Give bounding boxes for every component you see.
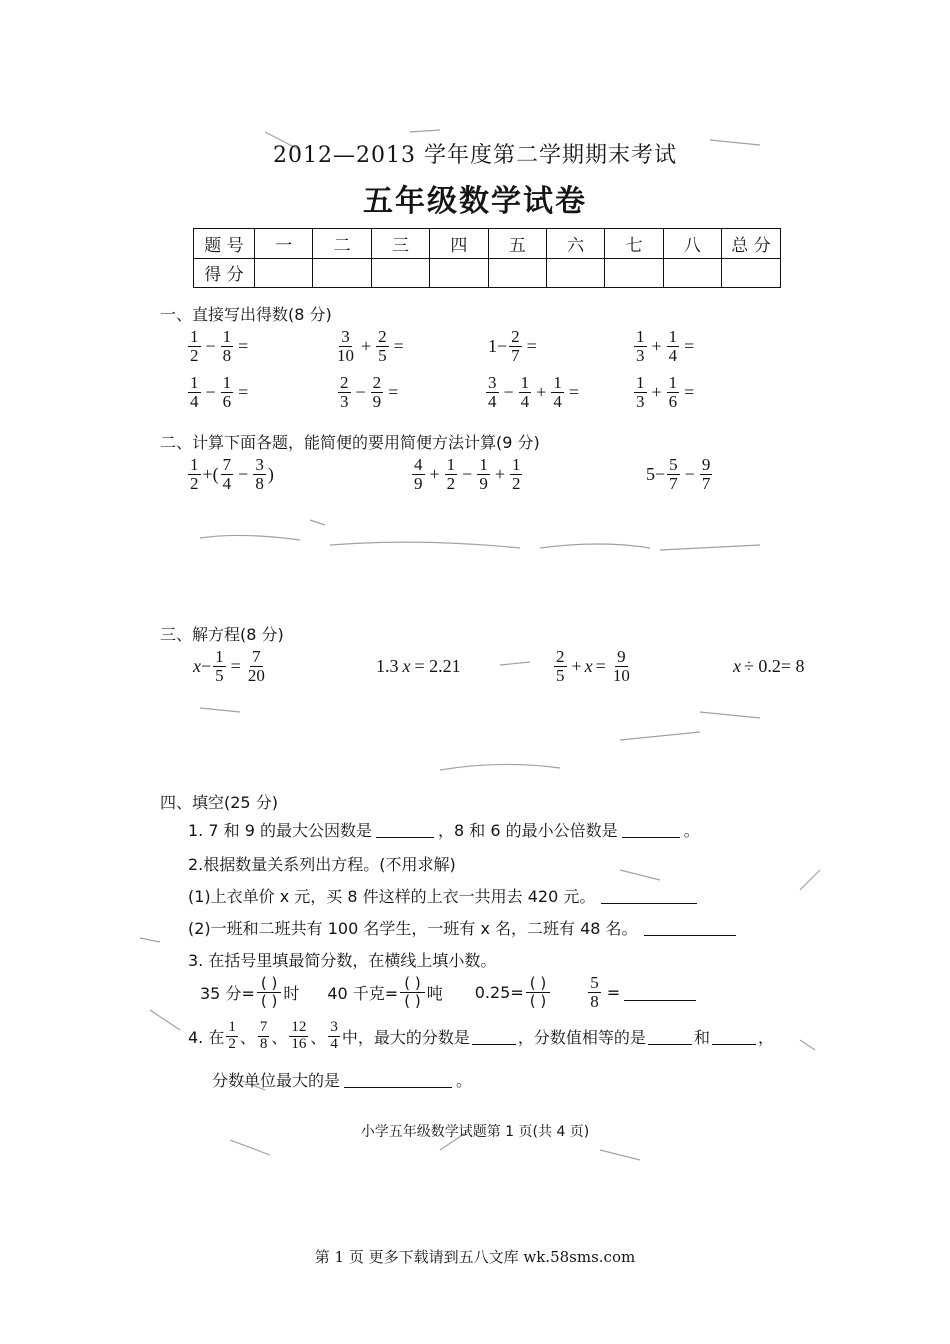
s1-expr-5 xyxy=(186,374,251,411)
operator: − xyxy=(503,381,514,402)
variable-x: x xyxy=(733,656,741,676)
numerator: 1 xyxy=(222,373,232,392)
answer-blank[interactable] xyxy=(376,821,434,838)
answer-blank[interactable] xyxy=(648,1028,692,1045)
s2-expr-3 xyxy=(646,456,714,493)
numerator: 1 xyxy=(668,373,678,392)
s3-equation-2 xyxy=(376,656,461,677)
score-header-cell: 一 xyxy=(255,229,313,259)
numerator: 5 xyxy=(590,973,599,992)
denominator: 7 xyxy=(669,473,678,493)
question-text: 0.25= xyxy=(474,982,524,1002)
operator: + xyxy=(651,335,662,356)
s1-expr-8 xyxy=(632,374,697,411)
expression-lead: 5− xyxy=(646,463,666,484)
question-text: 分数单位最大的是 xyxy=(212,1071,341,1090)
denominator: 6 xyxy=(222,391,232,411)
variable-x: x xyxy=(584,655,593,676)
s1-expr-7 xyxy=(484,374,582,411)
numerator: 9 xyxy=(617,647,626,666)
operator: + xyxy=(536,381,547,402)
denominator: 4 xyxy=(222,473,232,493)
numerator: 3 xyxy=(330,1019,338,1035)
equals: = xyxy=(388,381,399,402)
exam-subject-title: 五年级数学试卷 xyxy=(363,184,587,219)
section-3-heading: 三、解方程(8 分) xyxy=(160,625,284,644)
unit-label: 时 xyxy=(283,983,300,1003)
numerator: 1 xyxy=(446,455,456,474)
separator: 、 xyxy=(310,1027,327,1047)
s1-expr-2 xyxy=(333,328,407,365)
numerator: 1 xyxy=(636,373,645,392)
operator: − xyxy=(205,381,216,402)
score-header-cell: 题 号 xyxy=(194,229,255,259)
denominator: 4 xyxy=(330,1035,338,1052)
score-cell[interactable] xyxy=(722,258,781,288)
paren-numerator: ( ) xyxy=(400,975,424,993)
s1-expr-1 xyxy=(186,328,251,365)
denominator: 2 xyxy=(511,473,521,493)
operator: − xyxy=(355,381,366,402)
denominator: 4 xyxy=(553,391,562,411)
operator: +( xyxy=(202,463,219,484)
question-text: 35 分= xyxy=(200,983,255,1003)
denominator: 10 xyxy=(337,345,354,365)
denominator: 5 xyxy=(215,665,224,685)
denominator: 8 xyxy=(255,473,264,493)
equation-rest: ÷ 0.2= 8 xyxy=(744,656,805,676)
question-text: 4. 在 xyxy=(188,1027,225,1047)
numerator: 5 xyxy=(669,455,678,474)
denominator: 16 xyxy=(291,1035,307,1052)
score-cell[interactable] xyxy=(663,258,721,288)
paren-denominator: ( ) xyxy=(529,991,547,1010)
denominator: 5 xyxy=(378,345,387,365)
score-header-cell: 总 分 xyxy=(722,229,781,259)
paren-numerator: ( ) xyxy=(257,975,281,993)
operator: − xyxy=(684,463,695,484)
numerator: 9 xyxy=(701,455,711,474)
answer-blank[interactable] xyxy=(344,1071,452,1088)
s1-expr-4 xyxy=(632,328,697,365)
paren-numerator: ( ) xyxy=(526,975,550,993)
separator: 、 xyxy=(239,1027,256,1047)
equals: = xyxy=(568,381,579,402)
q3-line: 3. 在括号里填最简分数，在横线上填小数。 xyxy=(188,951,497,970)
numerator: 1 xyxy=(228,1019,236,1035)
numerator: 7 xyxy=(252,647,261,666)
operator: + xyxy=(429,463,440,484)
score-header-cell: 三 xyxy=(371,229,429,259)
score-cell[interactable] xyxy=(255,258,313,288)
score-header-cell: 七 xyxy=(605,229,663,259)
section-4-heading: 四、填空(25 分) xyxy=(160,793,278,812)
answer-fraction[interactable] xyxy=(400,975,424,1009)
score-header-cell: 五 xyxy=(488,229,546,259)
numerator: 1 xyxy=(520,373,530,392)
question-text: ，8 和 6 的最小公倍数是 xyxy=(437,821,618,840)
numerator: 2 xyxy=(511,327,520,346)
score-header-cell: 八 xyxy=(663,229,721,259)
score-row-label: 得 分 xyxy=(194,258,255,288)
section-2-heading: 二、计算下面各题，能简便的要用简便方法计算(9 分) xyxy=(160,433,540,452)
score-table xyxy=(193,228,781,288)
operator: + xyxy=(651,381,662,402)
denominator: 2 xyxy=(190,345,199,365)
exam-term-title: 2012—2013 学年度第二学期期末考试 xyxy=(273,143,677,168)
question-text: 和 xyxy=(693,1027,710,1047)
question-text: 1. 7 和 9 的最大公因数是 xyxy=(188,821,372,840)
equation-rest: = 2.21 xyxy=(414,656,461,676)
score-cell[interactable] xyxy=(313,258,371,288)
denominator: 20 xyxy=(247,665,265,685)
numerator: 7 xyxy=(259,1019,268,1035)
denominator: 2 xyxy=(446,473,456,493)
equals: = xyxy=(393,335,404,356)
answer-blank[interactable] xyxy=(472,1028,516,1045)
q4-line xyxy=(188,1020,774,1053)
s3-equation-1 xyxy=(193,648,269,685)
denominator: 10 xyxy=(612,665,630,685)
numerator: 2 xyxy=(340,373,349,392)
numerator: 2 xyxy=(378,327,387,346)
operator: + xyxy=(494,463,505,484)
answer-fraction[interactable] xyxy=(526,975,550,1009)
denominator: 4 xyxy=(520,391,530,411)
denominator: 9 xyxy=(372,391,382,411)
operator: + xyxy=(361,335,372,356)
question-text: 。 xyxy=(456,1071,473,1090)
operator: − xyxy=(238,463,249,484)
q4-line-2 xyxy=(212,1068,472,1091)
numerator: 3 xyxy=(488,373,497,392)
score-cell[interactable] xyxy=(430,258,488,288)
s3-equation-3 xyxy=(552,648,634,685)
denominator: 8 xyxy=(222,345,232,365)
download-note: 第 1 页 更多下载请到五八文库 wk.58sms.com xyxy=(314,1248,636,1266)
numerator: 1 xyxy=(190,455,199,474)
section-1-heading: 一、直接写出得数(8 分) xyxy=(160,305,332,324)
operator: − xyxy=(205,335,216,356)
numerator: 3 xyxy=(255,455,264,474)
answer-fraction[interactable] xyxy=(257,975,281,1009)
s3-equation-4 xyxy=(733,656,805,677)
equals: = xyxy=(684,381,695,402)
expression-lead: 1− xyxy=(488,335,508,356)
q2-2-line xyxy=(188,916,736,939)
score-cell[interactable] xyxy=(371,258,429,288)
equals: = xyxy=(606,982,621,1002)
denominator: 4 xyxy=(488,391,497,411)
denominator: 2 xyxy=(190,473,199,493)
numerator: 2 xyxy=(556,647,565,666)
denominator: 6 xyxy=(668,391,678,411)
denominator: 4 xyxy=(190,391,199,411)
equals: = xyxy=(230,655,241,676)
numerator: 4 xyxy=(414,455,423,474)
close-paren: ) xyxy=(267,463,274,484)
denominator: 8 xyxy=(590,991,599,1011)
score-header-cell: 四 xyxy=(430,229,488,259)
score-table-header-row xyxy=(194,229,781,259)
equals: = xyxy=(238,381,249,402)
numerator: 1 xyxy=(215,647,224,666)
s1-expr-3 xyxy=(488,328,540,365)
question-text: 中，最大的分数是 xyxy=(341,1027,470,1047)
equals: = xyxy=(684,335,695,356)
numerator: 1 xyxy=(222,327,232,346)
denominator: 3 xyxy=(340,391,349,411)
denominator: 5 xyxy=(556,665,565,685)
numerator: 1 xyxy=(553,373,562,392)
answer-blank[interactable] xyxy=(601,887,697,904)
s2-expr-2 xyxy=(410,456,524,493)
question-text: ， xyxy=(757,1027,774,1047)
denominator: 8 xyxy=(259,1035,268,1052)
denominator: 2 xyxy=(228,1035,236,1052)
q1-line xyxy=(188,818,700,841)
operator: − xyxy=(462,463,473,484)
variable-x: x xyxy=(402,656,411,676)
operator: + xyxy=(571,655,582,676)
equals: = xyxy=(595,655,606,676)
numerator: 1 xyxy=(511,455,521,474)
score-header-cell: 二 xyxy=(313,229,371,259)
q3-items xyxy=(200,974,696,1011)
paren-denominator: ( ) xyxy=(404,991,421,1010)
denominator: 9 xyxy=(479,473,488,493)
numerator: 3 xyxy=(341,327,350,346)
q2-line: 2.根据数量关系列出方程。(不用求解) xyxy=(188,855,456,874)
denominator: 7 xyxy=(701,473,711,493)
denominator: 7 xyxy=(511,345,520,365)
numerator: 1 xyxy=(479,455,488,474)
score-cell[interactable] xyxy=(488,258,546,288)
numerator: 12 xyxy=(291,1019,307,1035)
score-table-score-row xyxy=(194,258,781,288)
numerator: 1 xyxy=(190,373,199,392)
answer-blank[interactable] xyxy=(712,1028,756,1045)
question-text: (1)上衣单价 x 元，买 8 件这样的上衣一共用去 420 元。 xyxy=(188,887,596,906)
question-text: (2)一班和二班共有 100 名学生，一班有 x 名，二班有 48 名。 xyxy=(188,919,638,938)
s2-expr-1 xyxy=(186,456,274,493)
operator: − xyxy=(201,655,212,676)
question-text: ，分数值相等的是 xyxy=(517,1027,646,1047)
numerator: 1 xyxy=(636,327,645,346)
s1-expr-6 xyxy=(336,374,401,411)
unit-label: 吨 xyxy=(426,983,443,1003)
numerator: 7 xyxy=(222,455,232,474)
separator: 、 xyxy=(271,1027,288,1047)
denominator: 3 xyxy=(636,391,645,411)
variable-x: x xyxy=(193,655,201,676)
page-number-label: 小学五年级数学试题第 1 页(共 4 页) xyxy=(360,1124,590,1140)
question-text: 。 xyxy=(683,821,700,840)
equals: = xyxy=(526,335,537,356)
q2-1-line xyxy=(188,884,697,907)
numerator: 1 xyxy=(190,327,199,346)
score-cell[interactable] xyxy=(605,258,663,288)
score-cell[interactable] xyxy=(546,258,604,288)
answer-blank[interactable] xyxy=(644,919,736,936)
answer-blank[interactable] xyxy=(624,984,696,1001)
numerator: 1 xyxy=(668,327,678,346)
equals: = xyxy=(238,335,249,356)
numerator: 2 xyxy=(372,373,382,392)
coefficient: 1.3 xyxy=(376,656,399,676)
denominator: 3 xyxy=(636,345,645,365)
score-header-cell: 六 xyxy=(546,229,604,259)
denominator: 4 xyxy=(668,345,678,365)
question-text: 40 千克= xyxy=(327,983,399,1003)
answer-blank[interactable] xyxy=(622,821,680,838)
paren-denominator: ( ) xyxy=(260,991,278,1010)
denominator: 9 xyxy=(414,473,423,493)
